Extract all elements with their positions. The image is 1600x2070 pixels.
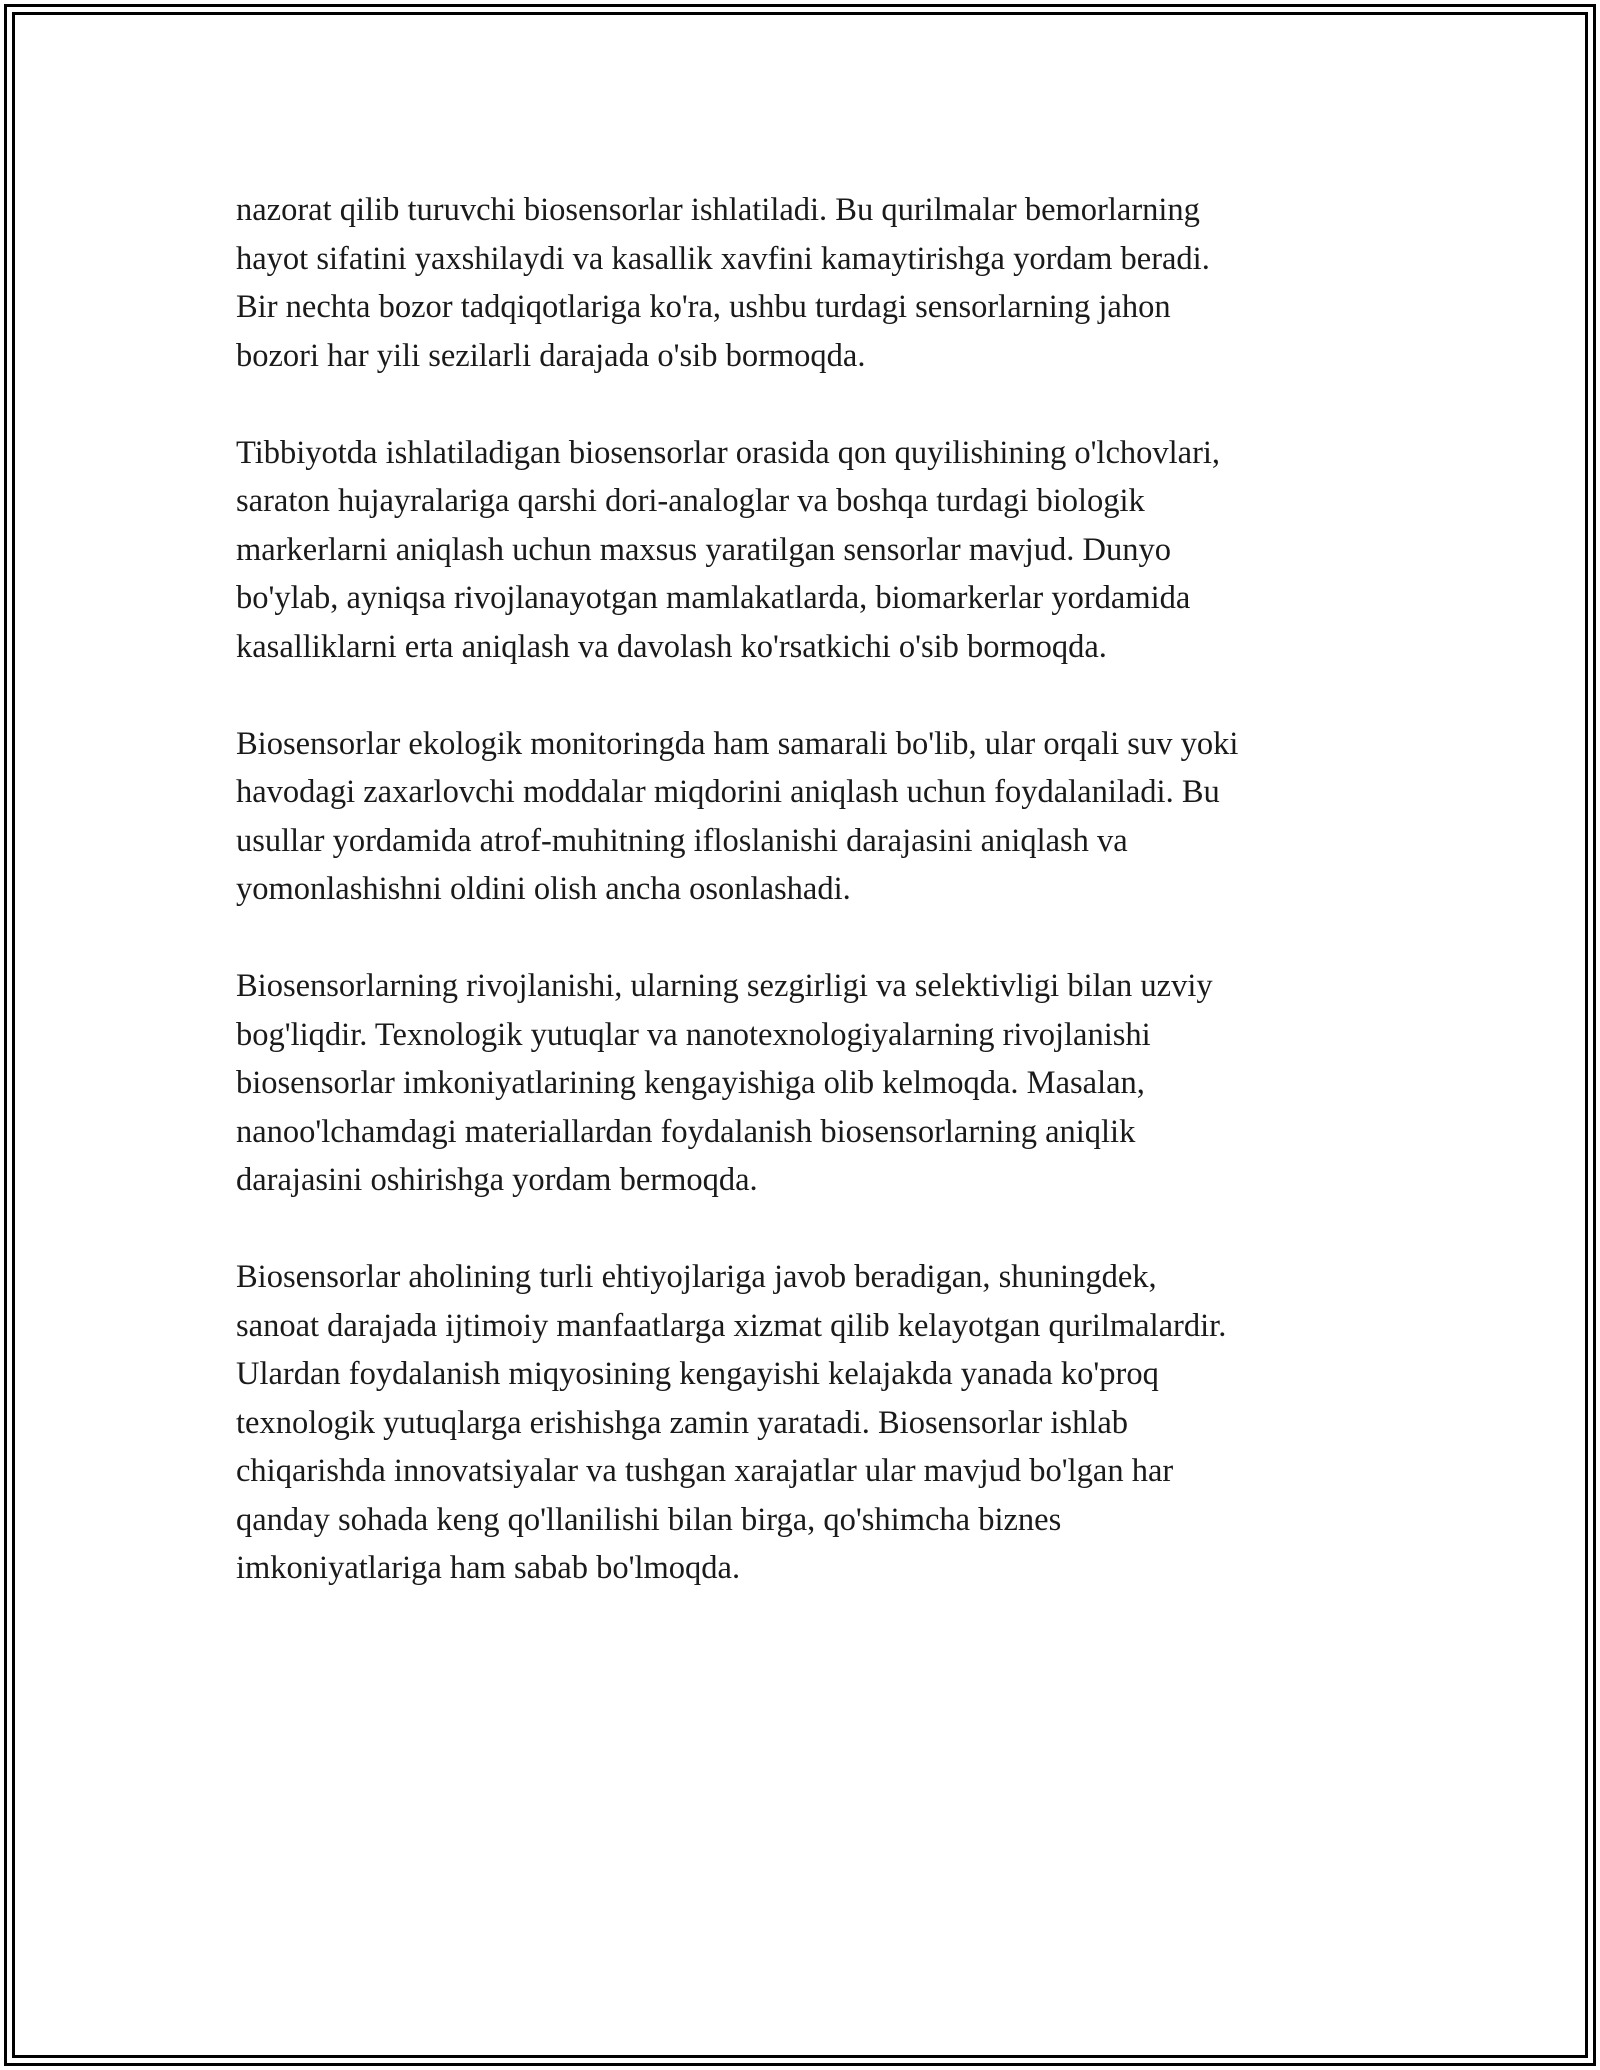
paragraph-3: Biosensorlar ekologik monitoringda ham samarali bo'lib, ular orqali suv yoki havodagi zaxarlovchi moddalar miqdorini aniqlash uchun foydalaniladi. Bu usullar yordamida atrof-muhitning ifloslanishi darajasini aniqlash va yomonlashishni oldini olish ancha osonlashadi.: [236, 725, 1239, 907]
paragraph-1: nazorat qilib turuvchi biosensorlar ishlatiladi. Bu qurilmalar bemorlarning hayot sifatini yaxshilaydi va kasallik xavfini kamaytirishga yordam beradi. Bir nechta bozor tadqiqotlariga ko'ra, ushbu turdagi sensorlarning jahon bozori har yili sezilarli darajada o'sib bormoqda.: [236, 192, 1210, 374]
paragraph-5: Biosensorlar aholining turli ehtiyojlariga javob beradigan, shuningdek, sanoat darajada ijtimoiy manfaatlarga xizmat qilib kelayotgan qurilmalardir. Ulardan foydalanish miqyosining kengayishi kelajakda yanada ko'proq texnologik yutuqlarga erishishga zamin yaratadi. Biosensorlar ishlab chiqarishda innovatsiyalar va tushgan xarajatlar ular mavjud bo'lgan har qanday sohada keng qo'llanilishi bilan birga, qo'shimcha biznes imkoniyatlariga ham sabab bo'lmoqda.: [236, 1259, 1227, 1586]
paragraph-2: Tibbiyotda ishlatiladigan biosensorlar orasida qon quyilishining o'lchovlari, saraton hujayralariga qarshi dori-analoglar va boshqa turdagi biologik markerlarni aniqlash uchun maxsus yaratilgan sensorlar mavjud. Dunyo bo'ylab, ayniqsa rivojlanayotgan mamlakatlarda, biomarkerlar yordamida kasalliklarni erta aniqlash va davolash ko'rsatkichi o'sib bormoqda.: [236, 434, 1221, 665]
paragraph-4: Biosensorlarning rivojlanishi, ularning sezgirligi va selektivligi bilan uzviy bog'liqdir. Texnologik yutuqlar va nanotexnologiyalarning rivojlanishi biosensorlar imkoniyatlarining kengayishiga olib kelmoqda. Masalan, nanoo'lchamdagi materiallardan foydalanish biosensorlarning aniqlik darajasini oshirishga yordam bermoqda.: [236, 968, 1213, 1198]
document-body: [236, 186, 1396, 1641]
